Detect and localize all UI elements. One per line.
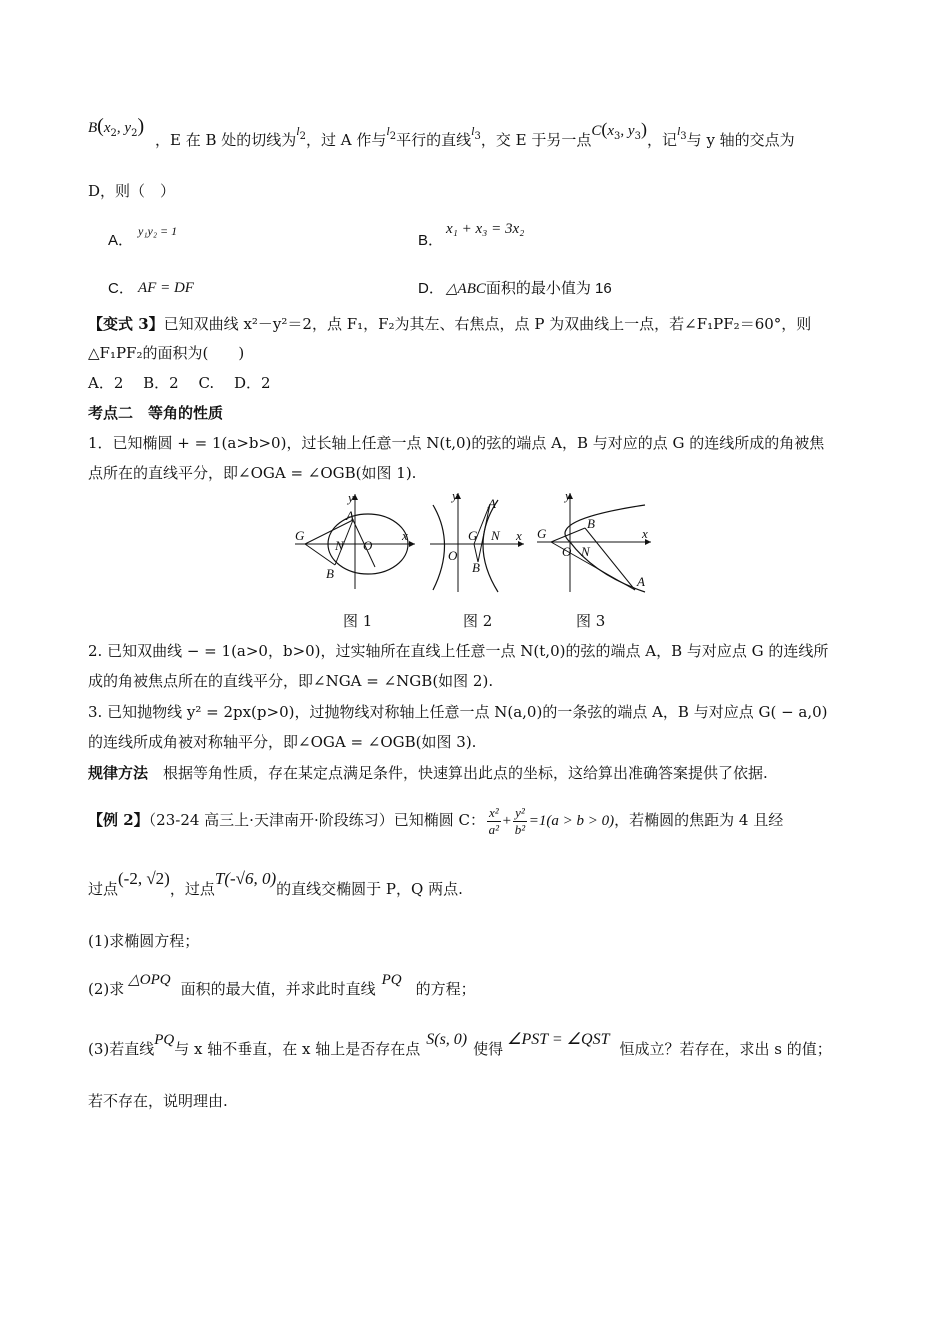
fig1-label-N: N bbox=[335, 538, 344, 553]
option-B-math: x₁ + x₃ = 3x₂ bbox=[446, 221, 525, 237]
fig3-label-A: A bbox=[637, 574, 645, 589]
option-C: C． bbox=[108, 280, 134, 297]
method-line: 规律方法 根据等角性质，存在某定点满足条件，快速算出此点的坐标，这给算出准确答案提供了依据. bbox=[88, 764, 768, 782]
point-B: B bbox=[88, 120, 98, 136]
example2-line1: 【例 2】（23-24 高三上·天津南开·阶段练习）已知椭圆 C： $\frac{\text{x²}}{\text{a²}}$ + $\frac{\text{y²}}{\text{b²}}$ =1(a > b > 0)，若椭圆的焦距为 4 且经 bbox=[88, 804, 784, 837]
fig3-label-N: N bbox=[581, 544, 590, 559]
fig3-label-G: G bbox=[537, 526, 547, 541]
fig3-label-O: O bbox=[562, 544, 572, 559]
figure-2-hyperbola bbox=[428, 490, 528, 595]
figure-1-caption: 图 1 bbox=[343, 612, 373, 630]
fig1-label-x: x bbox=[402, 528, 408, 543]
fraction-x2-a2: $\frac{\text{x²}}{\text{a²}}$ bbox=[488, 804, 499, 837]
example2-q1: (1)求椭圆方程； bbox=[88, 932, 200, 950]
fraction-y2-b2: $\frac{\text{y²}}{\text{b²}}$ bbox=[514, 804, 526, 837]
section-item1-line2: 点所在的直线平分，即∠OGA = ∠OGB(如图 1). bbox=[88, 464, 417, 482]
problem1-line2: D，则（ ） bbox=[88, 182, 176, 200]
section-item3-line2: 的连线所成角被对称轴平分，即∠OGA = ∠OGB(如图 3). bbox=[88, 733, 477, 751]
option-D: D． bbox=[418, 280, 444, 297]
option-B: B． bbox=[418, 232, 444, 249]
example2-q2: (2)求 △OPQ 面积的最大值，并求此时直线 PQ 的方程； bbox=[88, 972, 476, 998]
fig3-label-x: x bbox=[642, 526, 648, 541]
fig2-label-y: y bbox=[452, 490, 458, 503]
variant3-tag: 【变式 3】 bbox=[88, 315, 164, 333]
fig2-label-A: A bbox=[488, 496, 496, 511]
variant3-line2: △F₁PF₂的面积为( ) bbox=[88, 344, 245, 362]
section-title: 考点二 等角的性质 bbox=[88, 404, 224, 422]
fig1-label-A: A bbox=[346, 508, 354, 523]
section-item2-line1: 2. 已知双曲线 − = 1(a>0，b>0)，过实轴所在直线上任意一点 N(t,0)的弦的端点 A，B 与对应点 G 的连线所 bbox=[88, 642, 829, 660]
figure-1-ellipse bbox=[290, 492, 420, 592]
fig3-label-B: B bbox=[587, 516, 595, 531]
fig2-label-O: O bbox=[448, 548, 458, 563]
fig2-label-G: G bbox=[468, 528, 478, 543]
fig1-label-O: O bbox=[363, 538, 373, 553]
method-tag: 规律方法 bbox=[88, 764, 149, 782]
example2-line2: 过点(-2, √2)，过点T(-√6, 0)的直线交椭圆于 P，Q 两点. bbox=[88, 869, 463, 898]
point-coords: (-2, √2) bbox=[118, 869, 170, 888]
figure-3-caption: 图 3 bbox=[576, 612, 606, 630]
example2-q3: (3)若直线PQ与 x 轴不垂直，在 x 轴上是否存在点S(s, 0)使得∠PST = ∠QST恒成立？若存在，求出 s 的值； bbox=[88, 1031, 832, 1058]
problem1-line1: $B(x_2$, $y_2$) bbox=[88, 115, 145, 139]
section-item1-line1: 1．已知椭圆 + = 1(a>b>0)，过长轴上任意一点 N(t,0)的弦的端点 A，B 与对应的点 G 的连线所成的角被焦 bbox=[88, 434, 825, 452]
fig3-label-y: y bbox=[565, 490, 571, 503]
problem1-line1-rest: ，E 在 B 处的切线为$^l_2$，过 A 作与$^l_2$平行的直线$^l_3$，交 E 于另一点$C(x_3$, $y_3$)，记$^l_3$与 y 轴的交点为 bbox=[155, 119, 795, 149]
variant3-options: A．2 B．2 C. D．2 bbox=[88, 374, 271, 392]
option-A: A． bbox=[108, 232, 134, 249]
fig2-label-N: N bbox=[491, 528, 500, 543]
option-C-math: AF = DF bbox=[138, 280, 194, 296]
example2-tag: 【例 2】 bbox=[88, 811, 149, 829]
point-T: T(-√6, 0) bbox=[214, 869, 277, 888]
variant3-line1: 【变式 3】已知双曲线 x²－y²＝2，点 F₁，F₂为其左、右焦点，点 P 为双曲线上一点，若∠F₁PF₂＝60°，则 bbox=[88, 315, 812, 333]
fig2-label-B: B bbox=[472, 560, 480, 575]
section-item3-line1: 3. 已知抛物线 y² = 2px(p>0)，过抛物线对称轴上任意一点 N(a,0)的一条弦的端点 A，B 与对应点 G( − a,0) bbox=[88, 703, 828, 721]
example2-q4: 若不存在，说明理由. bbox=[88, 1092, 228, 1110]
fig2-label-x: x bbox=[516, 528, 522, 543]
fig1-label-y: y bbox=[348, 492, 354, 505]
option-D-content: △ABC面积的最小值为 16 bbox=[446, 280, 612, 297]
fig1-label-G: G bbox=[295, 528, 305, 543]
fig1-label-B: B bbox=[326, 566, 334, 581]
option-A-math: y₁y₂ = 1 bbox=[138, 224, 178, 238]
figure-3-parabola bbox=[535, 490, 655, 595]
section-item2-line2: 成的角被焦点所在的直线平分，即∠NGA = ∠NGB(如图 2). bbox=[88, 672, 494, 690]
figure-2-caption: 图 2 bbox=[463, 612, 493, 630]
